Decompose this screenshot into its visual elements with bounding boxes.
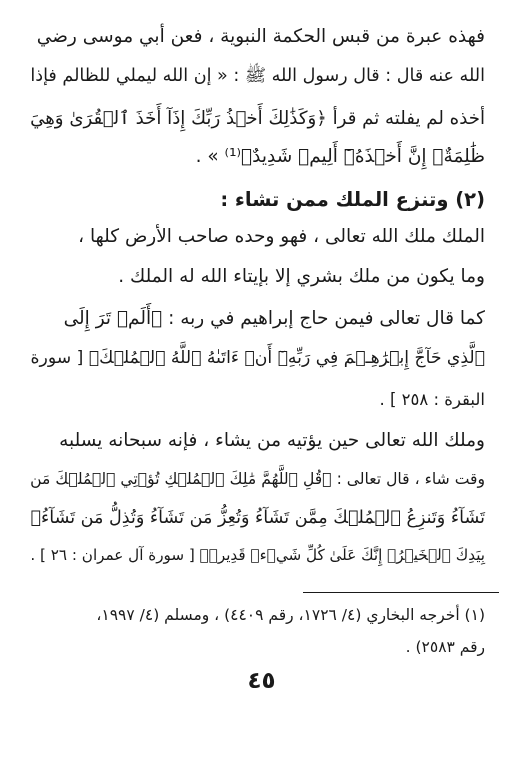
paragraph-4-line-2: وقت شاء ، قال تعالى : ﴿قُلِ ٱللَّهُمَّ مَٰلِكَ ٱلۡمُلۡكِ تُؤۡتِي ٱلۡمُلۡكَ مَن [30,470,485,488]
paragraph-1-line-1: فهذه عبرة من قبس الحكمة النبوية ، فعن أبي موسى رضي [36,26,485,47]
paragraph-1-line-4: ظَٰلِمَةٌۚ إِنَّ أَخۡذَهُۥٓ أَلِيمٞ شَدِيدٌ﴾⁽¹⁾ » . [195,146,485,167]
paragraph-1-line-3: أخذه لم يفلته ثم قرأ ﴿وَكَذَٰلِكَ أَخۡذُ رَبِّكَ إِذَآ أَخَذَ ٱلۡقُرَىٰ وَهِيَ [30,108,485,129]
paragraph-4-line-3: تَشَآءُ وَتَنزِعُ ٱلۡمُلۡكَ مِمَّن تَشَآءُ وَتُعِزُّ مَن تَشَآءُ وَتُذِلُّ مَن تَشَآءُۖ [30,508,485,528]
paragraph-3-line-3: البقرة : ٢٥٨ ] . [379,390,485,409]
section-heading: (٢) وتنزع الملك ممن تشاء : [220,188,485,211]
paragraph-4-line-1: وملك الله تعالى حين يؤتيه من يشاء ، فإنه سبحانه يسلبه [59,430,485,451]
paragraph-3-line-2: ٱلَّذِي حَآجَّ إِبۡرَٰهِـۧمَ فِي رَبِّهِۦٓ أَنۡ ءَاتَىٰهُ ٱللَّهُ ٱلۡمُلۡكَ﴾ [ سورة [30,348,485,368]
paragraph-3-line-1: كما قال تعالى فيمن حاج إبراهيم في ربه : ﴿أَلَمۡ تَرَ إِلَى [63,308,485,329]
paragraph-4-line-4: بِيَدِكَ ٱلۡخَيۡرُۖ إِنَّكَ عَلَىٰ كُلِّ شَيۡءٖ قَدِيرٞ﴾ [ سورة آل عمران : ٢٦ ] . [30,546,485,564]
footnote-line-2: رقم ٢٥٨٣) . [405,638,485,656]
page-number: ٤٥ [247,668,276,694]
footnote-separator [303,592,499,593]
paragraph-2-line-2: وما يكون من ملك بشري إلا بإيتاء الله له الملك . [118,266,485,287]
paragraph-1-line-2: الله عنه قال : قال رسول الله ﷺ : « إن الله ليملي للظالم فإذا [30,66,485,86]
paragraph-2-line-1: الملك ملك الله تعالى ، فهو وحده صاحب الأرض كلها ، [78,226,485,247]
footnote-line-1: (١) أخرجه البخاري (٤/ ١٧٢٦، رقم ٤٤٠٩) ، ومسلم (٤/ ١٩٩٧، [96,606,485,624]
